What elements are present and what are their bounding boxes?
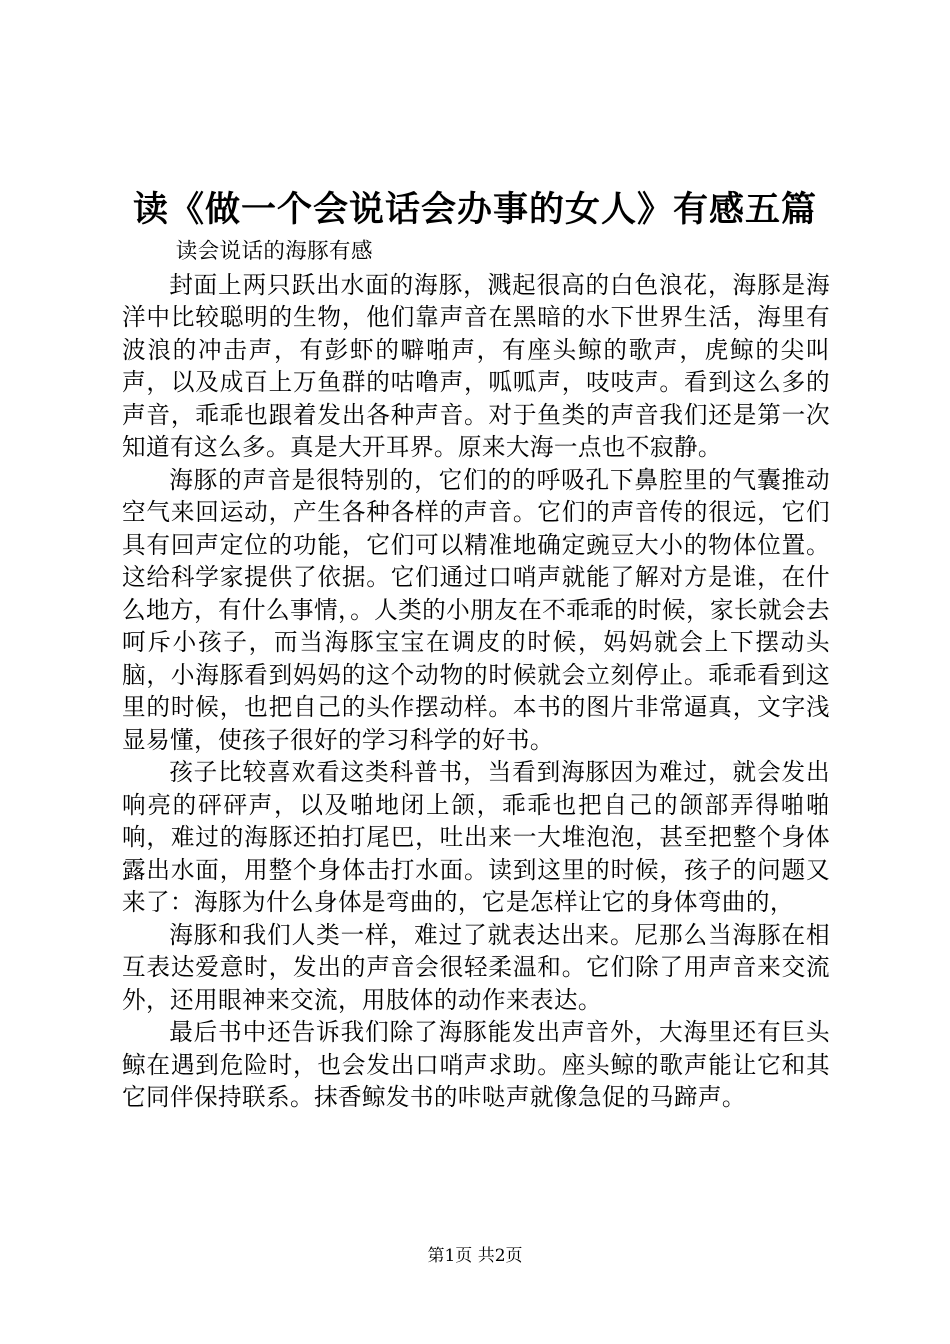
section-subtitle: 读会说话的海豚有感: [175, 239, 373, 264]
document-body: [122, 236, 830, 1114]
document-title: 读《做一个会说话会办事的女人》有感五篇: [132, 190, 817, 230]
paragraph-5: 最后书中还告诉我们除了海豚能发出声音外，大海里还有巨头鲸在遇到危险时，也会发出口哨声求助。座头鲸的歌声能让它和其它同伴保持联系。抹香鲸发书的咔哒声就像急促的马蹄声。: [122, 1018, 830, 1111]
paragraph-4: 海豚和我们人类一样，难过了就表达出来。尼那么当海豚在相互表达爱意时，发出的声音会很轻柔温和。它们除了用声音来交流外，还用眼神来交流，用肢体的动作来表达。: [122, 920, 830, 1014]
paragraph-1: 封面上两只跃出水面的海豚，溅起很高的白色浪花，海豚是海洋中比较聪明的生物，他们靠声音在黑暗的水下世界生活，海里有波浪的冲击声，有彭虾的噼啪声，有座头鲸的歌声，虎鲸的尖叫声，以及成百上万鱼群的咕噜声，呱呱声，吱吱声。看到这么多的声音，乖乖也跟着发出各种声音。对于鱼类的声音我们还是第一次知道有这么多。真是大开耳界。原来大海一点也不寂静。: [122, 270, 830, 461]
paragraph-2: 海豚的声音是很特别的，它们的的呼吸孔下鼻腔里的气囊推动空气来回运动，产生各种各样的声音。它们的声音传的很远，它们具有回声定位的功能，它们可以精准地确定豌豆大小的物体位置。这给科学家提供了依据。它们通过口哨声就能了解对方是谁，在什么地方，有什么事情，。人类的小朋友在不乖乖的时候，家长就会去呵斥小孩子，而当海豚宝宝在调皮的时候，妈妈就会上下摆动头脑，小海豚看到妈妈的这个动物的时候就会立刻停止。乖乖看到这里的时候，也把自己的头作摆动样。本书的图片非常逼真，文字浅显易懂，使孩子很好的学习科学的好书。: [122, 465, 831, 754]
page-number-footer: 第1页 共2页: [427, 1246, 523, 1266]
paragraph-3: 孩子比较喜欢看这类科普书，当看到海豚因为难过，就会发出响亮的砰砰声，以及啪地闭上颌，乖乖也把自己的颌部弄得啪啪响，难过的海豚还拍打尾巴，吐出来一大堆泡泡，甚至把整个身体露出水面，用整个身体击打水面。读到这里的时候，孩子的问题又来了：海豚为什么身体是弯曲的，它是怎样让它的身体弯曲的，: [122, 758, 830, 916]
